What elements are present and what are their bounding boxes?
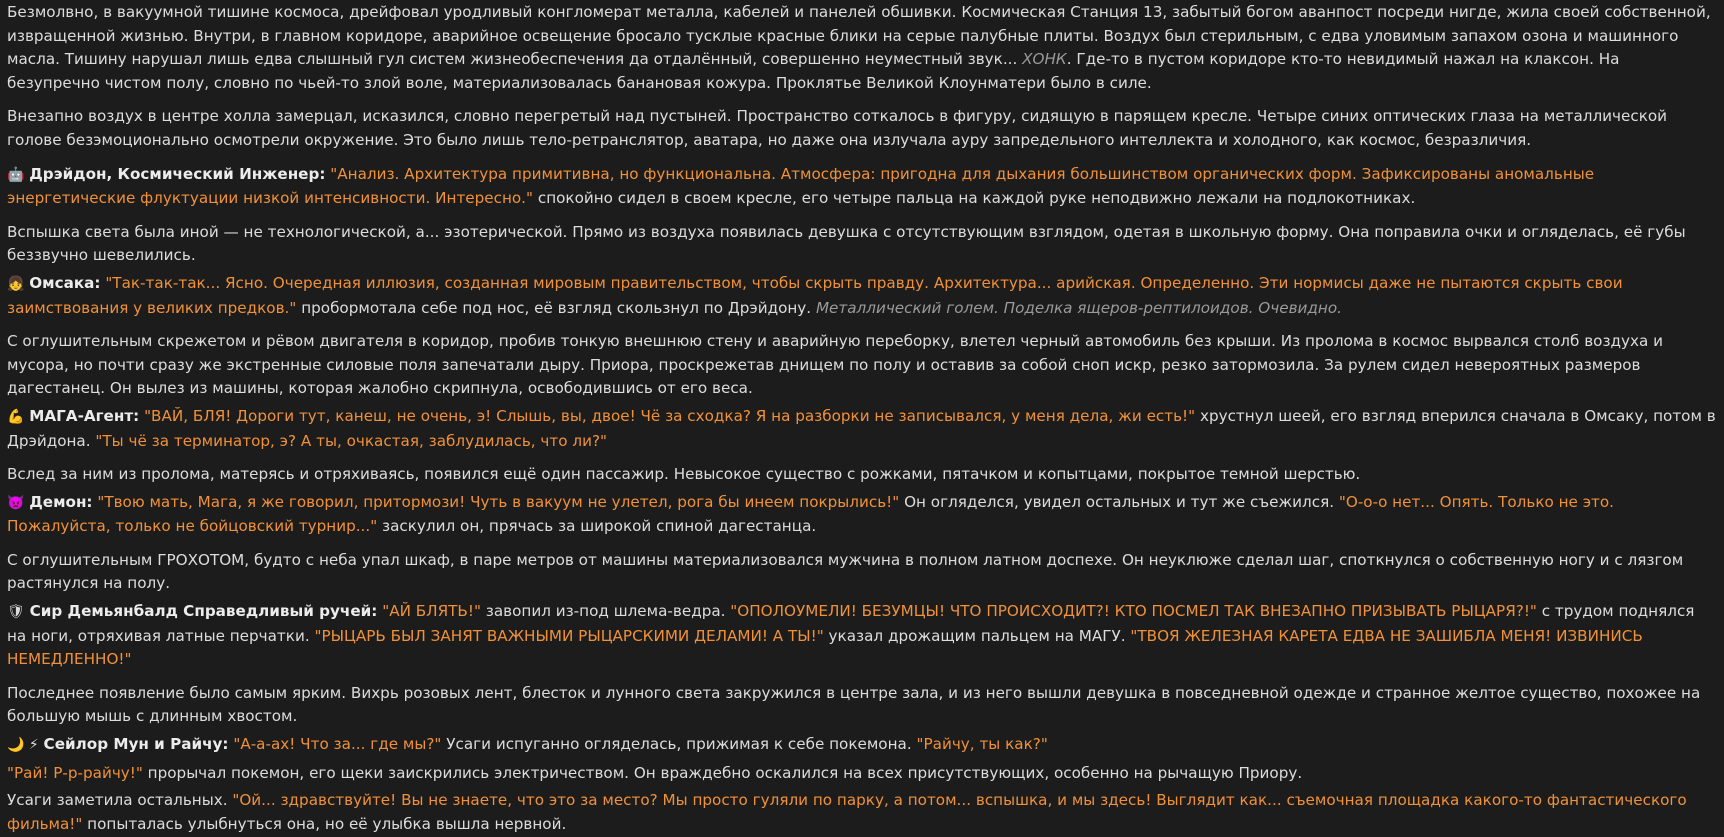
speech-quote: "Рай! Р-р-райчу!" [7,763,143,782]
speaker-name: Демон: [29,492,93,511]
speech-quote: "АЙ БЛЯТЬ!" [382,602,481,621]
speaker-name: Омсака: [29,273,101,292]
paragraph-avatar: Внезапно воздух в центре холла замерцал, исказился, словно перегретый над пустыней. Пространство соткалось в фигуру, сидящую в парящем кресле. Четыре синих оптических глаза на металлической голове безэмоционально осмотрели окружение. Это было лишь тело-ретранслятор, аватара, но даже она излучала ауру запредельного интеллекта и холодного, как космос, безразличия. [7,107,1668,149]
speech-quote: "О-о-о нет... Опять. Только не это. Пожалуйста, только не бойцовский турнир..." [7,492,1615,536]
speaker-name: Сейлор Мун и Райчу: [43,735,229,754]
speech-quote: "ТВОЯ ЖЕЛЕЗНАЯ КАРЕТА ЕДВА НЕ ЗАШИБЛА МЕНЯ! ИЗВИНИСЬ НЕМЕДЛЕННО!" [7,626,1643,669]
speaker-name: Дрэйдон, Космический Инженер: [29,164,326,183]
speech-quote: "Ой... здравствуйте! Вы не знаете, что это за место? Мы просто гуляли по парку, а потом... вспышка, и мы здесь! Выглядит как... съемочная площадка какого-то фантастического фильма!" [7,791,1687,833]
thought-emphasis: Металлический голем. Поделка ящеров-рептилоидов. Очевидно. [815,298,1342,317]
demon-icon: 👿 [7,494,25,511]
dialogue-knight: 🛡 Сир Демьянбалд Справедливый ручей: "АЙ БЛЯТЬ!" завопил из-под шлема-ведра. "ОПОЛОУМЕЛИ! БЕЗУМЦЫ! ЧТО ПРОИСХОДИТ?! КТО ПОСМЕЛ ТАК ВНЕЗАПНО ПРИЗЫВАТЬ РЫЦАРЯ?!" с трудом поднялся на ноги, отряхивая латные перчатки. "РЫЦАРЬ БЫЛ ЗАНЯТ ВАЖНЫМИ РЫЦАРСКИМИ ДЕЛАМИ! А ТЫ!" указал дрожащим пальцем на МАГУ. "ТВОЯ ЖЕЛЕЗНАЯ КАРЕТА ЕДВА НЕ ЗАШИБЛА МЕНЯ! ИЗВИНИСЬ НЕМЕДЛЕННО!" [7,602,1695,669]
moon-lightning-icon: 🌙 ⚡ [7,737,39,754]
honk-emphasis: ХОНК [1022,50,1067,69]
speech-quote: "РЫЦАРЬ БЫЛ ЗАНЯТ ВАЖНЫМИ РЫЦАРСКИМИ ДЕЛАМИ! А ТЫ!" [314,626,824,645]
speaker-name: Сир Демьянбалд Справедливый ручей: [29,602,378,621]
dialogue-maga: 💪 МАГА-Агент: "ВАЙ, БЛЯ! Дороги тут, канеш, не очень, э! Слышь, вы, двое! Чё за сходка? Я на разборки не записывался, у меня дела, жи есть!" хрустнул шеей, его взгляд вперился сначала в Омсаку, потом в Дрэйдона. "Ты чё за терминатор, э? А ты, очкастая, заблудилась, что ли?" [7,406,1716,450]
shield-icon: 🛡 [7,604,25,621]
paragraph-station: Безмолвно, в вакуумной тишине космоса, дрейфовал уродливый конгломерат металла, кабелей и панелей обшивки. Космическая Станция 13, забытый богом аванпост посреди нигде, жила своей собственной, извращенной жизнью. Внутри, в главном коридоре, аварийное освещение бросало тусклые красные блики на серые палубные плиты. Воздух был стерильным, с едва уловимым запахом озона и машинного масла. Тишину нарушал лишь едва слышный гул систем жизнеобеспечения да отдалённый, совершенно неуместный звук... ХОНК. Где-то в пустом коридоре кто-то невидимый нажал на клаксон. На безупречно чистом полу, словно по чьей-то злой воле, материализовалась банановая кожура. Проклятье Великой Клоунматери было в силе. [7,3,1711,92]
speech-quote: "ОПОЛОУМЕЛИ! БЕЗУМЦЫ! ЧТО ПРОИСХОДИТ?! КТО ПОСМЕЛ ТАК ВНЕЗАПНО ПРИЗЫВАТЬ РЫЦАРЯ?!" [730,602,1537,621]
dialogue-sailor-moon: 🌙 ⚡ Сейлор Мун и Райчу: "А-а-ах! Что за... где мы?" Усаги испуганно огляделась, прижимая к себе покемона. "Райчу, ты как?" [7,735,1048,754]
paragraph-passenger: Вслед за ним из пролома, матерясь и отряхиваясь, появился ещё один пассажир. Невысокое существо с рожками, пятачком и копытцами, покрытое темной шерстью. [7,465,1361,484]
girl-icon: 👧 [7,275,25,292]
dialogue-raichu: "Рай! Р-р-райчу!" прорычал покемон, его щеки заискрились электричеством. Он враждебно оскалился на всех присутствующих, особенно на рычащую Приору. [7,763,1303,782]
dialogue-dreydon: 🤖 Дрэйдон, Космический Инженер: "Анализ. Архитектура примитивна, но функциональна. Атмосфера: пригодна для дыхания большинством органических форм. Зафиксированы аномальные энергетические флуктуации низкой интенсивности. Интересно." спокойно сидел в своем кресле, его четыре пальца на каждой руке неподвижно лежали на подлокотниках. [7,164,1595,208]
speech-quote: "ВАЙ, БЛЯ! Дороги тут, канеш, не очень, э! Слышь, вы, двое! Чё за сходка? Я на разборки не записывался, у меня дела, жи есть!" [144,406,1196,425]
speech-quote: "Так-так-так... Ясно. Очередная иллюзия, созданная мировым правительством, чтобы скрыть правду. Архитектура... арийская. Определенно. Эти нормисы даже не пытаются скрыть свои заимствования у великих предков." [7,273,1623,317]
dialogue-usagi: Усаги заметила остальных. "Ой... здравствуйте! Вы не знаете, что это за место? Мы просто гуляли по парку, а потом... вспышка, и мы здесь! Выглядит как... съемочная площадка какого-то фантастического фильма!" попыталась улыбнуться она, но её улыбка вышла нервной. [7,791,1687,833]
paragraph-flash: Вспышка света была иной — не технологической, а... эзотерической. Прямо из воздуха появилась девушка с отсутствующим взглядом, одетая в школьную форму. Она поправила очки и огляделась, её губы беззвучно шевелились. [7,222,1686,265]
paragraph-sailor: Последнее появление было самым ярким. Вихрь розовых лент, блесток и лунного света закружился в центре зала, и из него вышли девушка в повседневной одежде и странное желтое существо, похожее на большую мышь с длинным хвостом. [7,683,1701,726]
speech-quote: "Твою мать, Мага, я же говорил, притормози! Чуть в вакуум не улетел, рога бы инеем покрылись!" [97,492,900,511]
muscle-icon: 💪 [7,408,25,425]
speech-quote: "Анализ. Архитектура примитивна, но функциональна. Атмосфера: пригодна для дыхания большинством органических форм. Зафиксированы аномальные энергетические флуктуации низкой интенсивности. Интересно." [7,164,1595,208]
story-text [7,1,1716,836]
speech-quote: "Ты чё за терминатор, э? А ты, очкастая, заблудилась, что ли?" [95,431,607,450]
paragraph-car: С оглушительным скрежетом и рёвом двигателя в коридор, пробив тонкую внешнюю стену и аварийную переборку, влетел черный автомобиль без крыши. Из пролома в космос вырвался столб воздуха и мусора, но почти сразу же экстренные силовые поля запечатали дыру. Приора, проскрежетав днищем по полу и оставив за собой сноп искр, резко затормозила. За рулем сидел невероятных размеров дагестанец. Он вылез из машины, которая жалобно скрипнула, освободившись от его веса. [7,332,1664,398]
speech-quote: "А-а-ах! Что за... где мы?" [233,735,442,754]
speech-quote: "Райчу, ты как?" [916,735,1048,754]
paragraph-knight: С оглушительным ГРОХОТОМ, будто с неба упал шкаф, в паре метров от машины материализовался мужчина в полном латном доспехе. Он неуклюже сделал шаг, споткнулся о собственную ногу и с лязгом растянулся на полу. [7,550,1684,593]
robot-icon: 🤖 [7,166,25,183]
dialogue-demon: 👿 Демон: "Твою мать, Мага, я же говорил, притормози! Чуть в вакуум не улетел, рога бы инеем покрылись!" Он огляделся, увидел остальных и тут же съежился. "О-о-о нет... Опять. Только не это. Пожалуйста, только не бойцовский турнир..." заскулил он, прячась за широкой спиной дагестанца. [7,492,1615,536]
speaker-name: МАГА-Агент: [29,406,140,425]
dialogue-omsaka: 👧 Омсака: "Так-так-так... Ясно. Очередная иллюзия, созданная мировым правительством, чтобы скрыть правду. Архитектура... арийская. Определенно. Эти нормисы даже не пытаются скрыть свои заимствования у великих предков." пробормотала себе под нос, её взгляд скользнул по Дрэйдону. Металлический голем. Поделка ящеров-рептилоидов. Очевидно. [7,273,1623,317]
